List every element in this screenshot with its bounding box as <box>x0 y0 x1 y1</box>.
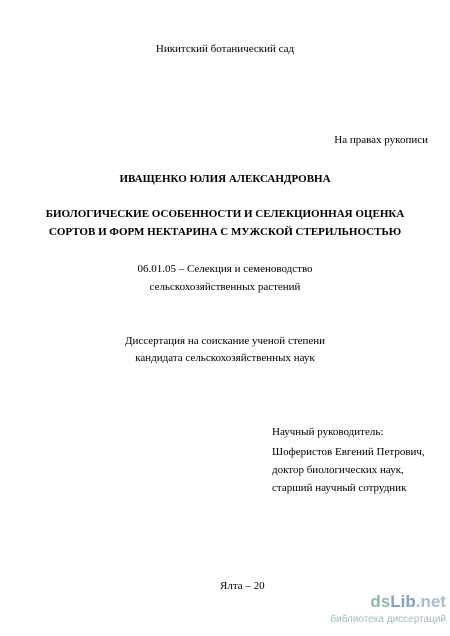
dslib-logo <box>340 592 446 614</box>
supervisor-label: Научный руководитель: <box>272 426 384 438</box>
place-and-year: Ялта – 20 <box>220 580 265 592</box>
manuscript-rights-note: На правах рукописи <box>334 134 428 146</box>
supervisor-name: Шоферистов Евгений Петрович, <box>272 446 425 458</box>
watermark-net: .net <box>415 592 446 611</box>
dissertation-title-line-1: БИОЛОГИЧЕСКИЕ ОСОБЕННОСТИ И СЕЛЕКЦИОННАЯ ОЦЕНКА <box>45 208 405 220</box>
supervisor-position: старший научный сотрудник <box>272 482 407 494</box>
specialty-code-line-1: 06.01.05 – Селекция и семеноводство <box>137 263 313 275</box>
watermark-lib: Lib <box>390 592 416 611</box>
dissertation-title-line-2: СОРТОВ И ФОРМ НЕКТАРИНА С МУЖСКОЙ СТЕРИЛЬНОСТЬЮ <box>48 226 402 238</box>
watermark-ds: ds <box>370 592 391 611</box>
dslib-watermark[interactable] <box>330 592 446 630</box>
degree-line-1: Диссертация на соискание ученой степени <box>124 335 326 347</box>
supervisor-degree: доктор биологических наук, <box>272 464 404 476</box>
specialty-code-line-2: сельскохозяйственных растений <box>149 281 301 293</box>
organization-name: Никитский ботанический сад <box>155 43 295 55</box>
watermark-subtitle: библиотека диссертаций <box>330 614 446 625</box>
degree-line-2: кандидата сельскохозяйственных наук <box>135 352 315 364</box>
author-name: ИВАЩЕНКО ЮЛИЯ АЛЕКСАНДРОВНА <box>119 173 331 185</box>
